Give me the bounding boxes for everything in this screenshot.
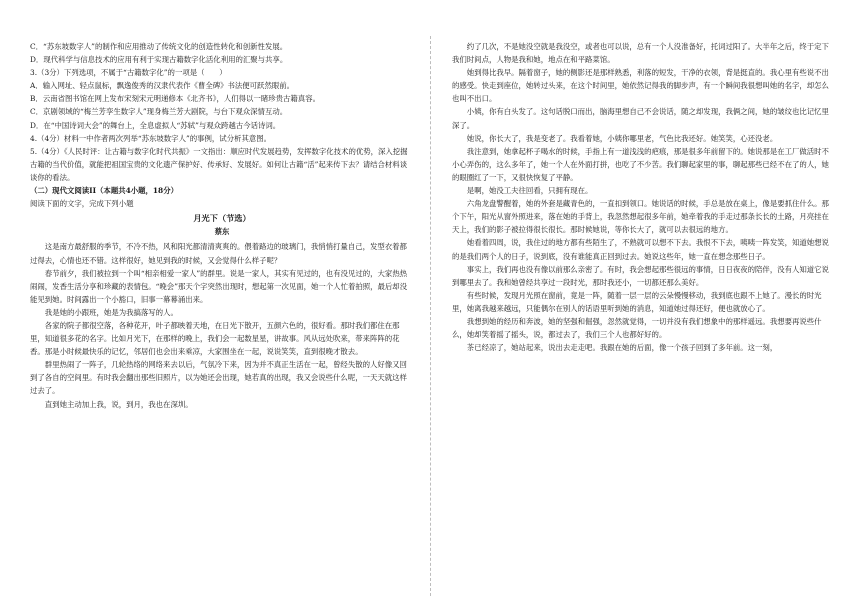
story-paragraph: 直到她主动加上我，说，到月，我也在深圳。 — [44, 399, 193, 409]
story-paragraph: 我想到她的经历和奔波，她的坚强和倔强，忽然就觉得，一切并没有我们想象中的那样遥远。我想要再说些什么，她却笑着摇了摇头，说，都过去了，我们三个人也都好好的。 — [452, 316, 822, 340]
story-paragraph: 她说，你长大了，我是变老了。我看着她，小姨你哪里老，气色比我还好。她笑笑，心还没老。 — [466, 133, 778, 143]
story-paragraph: 我注意到，她拿起杯子喝水的时候，手指上有一道浅浅的疤痕，那是很多年前留下的。她说那是在工厂做活时不小心弄伤的，这么多年了，她一个人在外面打拼，也吃了不少苦。我们聊起家里的事，聊起那些已经不在了的人，她的眼圈红了一下，又很快恢复了平静。 — [452, 146, 829, 182]
story-paragraph: 六角龙盘警醒着，她的外套是藏青色的，一直扣到领口。她说话的时候，手总是放在桌上，像是要抓住什么。那个下午，阳光从窗外照进来，落在她的手背上，我忽然想起很多年前，她牵着我的手走过那条长长的土路，月亮挂在天上，我们的影子被拉得很长很长。那时候她说，等你长大了，就可以去很远的地方。 — [452, 199, 829, 235]
story-paragraph: 我是她的小跟班，她是为我搞落写的人。 — [44, 307, 178, 317]
question-3-option-b: B．云南省图书馆在网上发布宋刻宋元明递修本《北齐书》，人们得以一睹珍贵古籍真容。 — [30, 94, 320, 104]
story-paragraph: 是啊，她没工夫往回看，只拥有现在。 — [466, 186, 593, 196]
reading-instruction: 阅读下面的文字，完成下列小题 — [30, 199, 134, 209]
question-5: 5.（4分）《人民时评：让古籍与数字化时代共振》一文指出：顺应时代发展趋势，发挥数字化技术的优势，深入挖掘古籍的当代价值，就能把祖国宝贵的文化遗产保护好、传承好、发展好。如何让古籍“活”起来传下去？请结合材料谈谈你的看法。 — [30, 146, 408, 182]
story-paragraph: 小姨，你有白头发了。这句话脱口而出，脑海里想自己不会说话，随之却发现，我俩之间，她的皱纹也比记忆里深了。 — [452, 107, 829, 130]
question-3-option-c: C．京剧领域的“梅兰芳孪生数字人”现身梅兰芳大剧院，与台下观众深情互动。 — [30, 107, 288, 117]
column-divider — [430, 36, 431, 596]
story-paragraph: 她看着四周，说，我住过的地方都有些陌生了，不熟就可以想不下去。我恨不下去，咦咦一阵发笑，知道她想说的是我们两个人的日子，说到底，没有谁能真正回到过去。她说这些年，她一直在想念那些日子。 — [452, 238, 829, 261]
story-paragraph: 有些时候，发现月光照在窗前，竟是一阵，随着一层一层的云朵慢慢移动，我到底也跟不上她了。漫长的时光里，她离我越来越远，只能偶尔在别人的话语里听到她的消息，知道她过得还好，便也就放心了。 — [452, 290, 822, 313]
section-heading: （二）现代文阅读II（本题共4小题，18分） — [30, 186, 178, 196]
question-2-option-c: C．“苏东坡数字人”的制作和应用推动了传统文化的创造性转化和创新性发展。 — [30, 42, 288, 51]
story-paragraph: 群里热闹了一阵子，几轮热络的网络来去以后，气氛冷下来，因为并不真正生活在一起，曾经失散的人好像又回到了各自的空间里。有时我会翻出那些旧照片，以为她还会出现，她若真的出现，我又会说些什么呢，一天天就这样过去了。 — [30, 360, 407, 396]
story-paragraph: 她到得比我早。隔着窗子，她的侧影还是那样熟悉，利落的短发，干净的衣领，背是挺直的。我心里有些说不出的感受。快走到座位，她转过头来，在这个时间里，她依然记得我的脚步声，有一个瞬间我很想叫她的名字，却怎么也叫不出口。 — [452, 68, 829, 104]
story-paragraph: 约了几次，不是她没空就是我没空，或者也可以说，总有一个人没准备好，托词过阳了。大半年之后，终于定下我们时间点，人物是我和她，地点在和平路菜馆。 — [452, 42, 829, 65]
story-title: 月光下（节选） — [193, 213, 251, 224]
right-column — [452, 40, 836, 354]
question-2-option-d: D．现代科学与信息技术的应用有利于实现古籍数字化活化利用的汇聚与共享。 — [30, 55, 288, 65]
story-paragraph: 春节前夕，我们被拉到一个叫“相亲相爱一家人”的群里。说是一家人，其实有见过的，也有没见过的，大家热热闹闹，发香生活分享和珍藏的表情包。“晚会”那天个字突然出现时，想起第一次见面，她一个人忙着拍照，最后却没能见到她。时间露出一个小豁口，旧事一幕幕涌出来。 — [30, 268, 408, 304]
story-author: 蔡东 — [214, 227, 230, 237]
story-paragraph: 这是南方最舒服的季节，不冷不热，风和阳光都清清爽爽的。偎着路边的玻璃门，我悄悄打量自己，发型衣着都过得去，心情也还不错。这样很好，她见到我的时候，又会觉得什么样子呢？ — [30, 242, 407, 265]
story-paragraph: 事实上，我们再也没有像以前那么亲密了。有时，我会想起那些很远的事情，日日夜夜的陪伴，没有人知道它说到哪里去了。我和她曾经共享过一段时光，那时我还小，一切都还那么美好。 — [452, 264, 829, 287]
question-3-option-d: D．在“中国诗词大会”的舞台上，全息虚拟人“苏轼”与观众跨越古今话诗词。 — [30, 120, 281, 130]
question-3-stem: 3.（3分）下列选项，不属于“古籍数字化”的一项是（ ） — [30, 68, 227, 78]
story-paragraph: 各家的院子都很空落，各种花开，叶子都映着天地，在日光下散开，五颜六色的，很好看。那时我们都住在那里，知道很多花的名字。比如月光下，在那样的晚上，我们会一起数星星，讲故事。风从远处吹来，带来阵阵的花香。那是小时候最快乐的记忆，邻居们也会出来乘凉，大家围坐在一起，说说笑笑，直到很晚才散去。 — [30, 320, 400, 357]
question-3-option-a: A．输入网址、轻点鼠标，飘逸俊秀的汉隶代表作《曹全碑》书法便可跃然眼前。 — [30, 81, 295, 91]
left-column — [30, 40, 414, 411]
story-paragraph: 茶已经凉了，她站起来，说出去走走吧。我跟在她的后面，像一个孩子回到了多年前。这一刻， — [466, 343, 778, 353]
question-4: 4.（4分）材料一中作者两次列举“苏东坡数字人”的事例，试分析其意图。 — [30, 133, 272, 143]
